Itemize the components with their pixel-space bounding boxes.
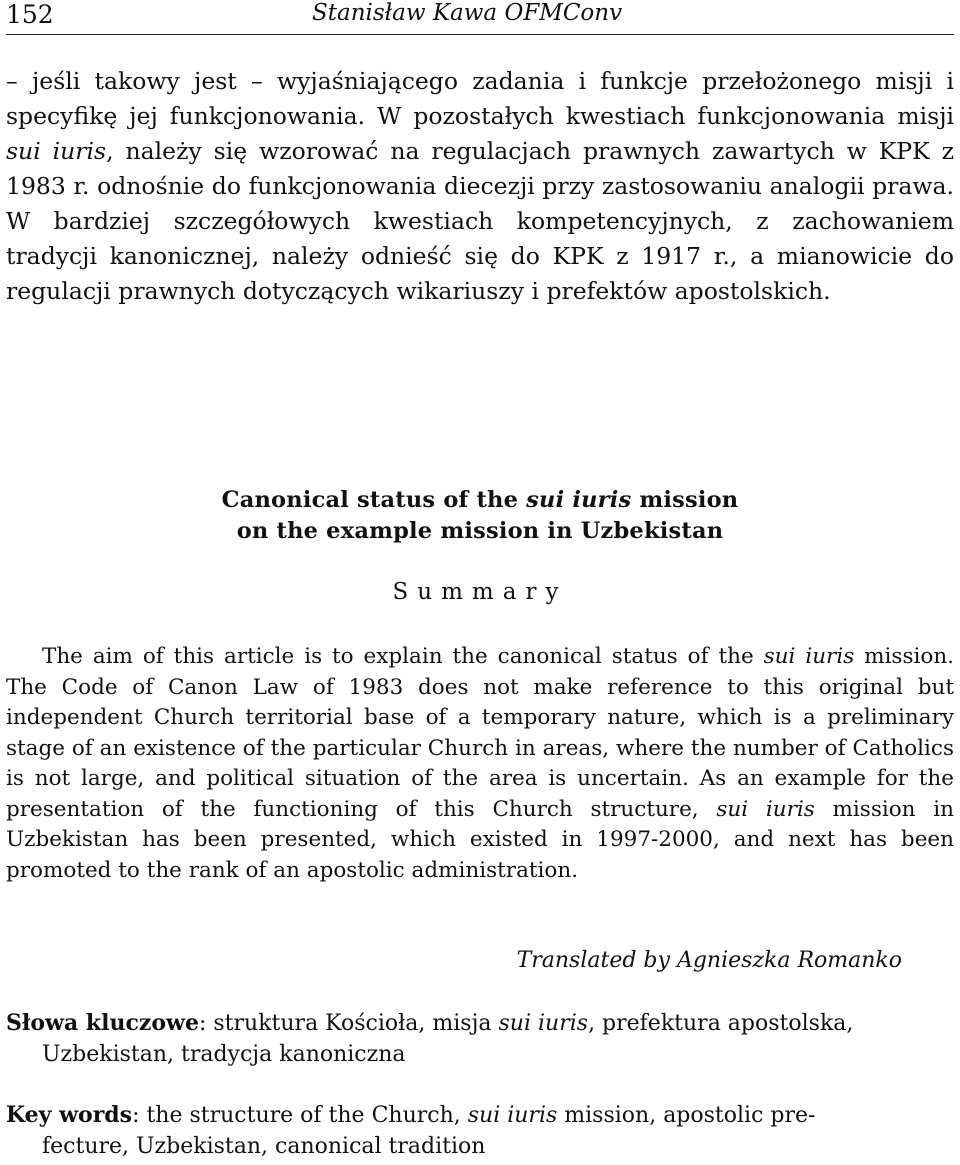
page-number: 152 xyxy=(6,0,54,29)
body-text-1: – jeśli takowy jest – wyjaśniającego zadania i funkcje przełożonego misji i specyfikę jej funkcjonowania. W pozostałych kwestiach funkcjonowania misji xyxy=(6,67,954,130)
translator-credit: Translated by Agnieszka Romanko xyxy=(516,948,902,973)
keywords-polish-text-b: , prefektura apostolska, xyxy=(588,1011,854,1036)
summary-text-a: The aim of this article is to explain the canonical status of the xyxy=(42,644,764,669)
keywords-polish-italic: sui iuris xyxy=(498,1011,589,1036)
keywords-english-label: Key words xyxy=(6,1102,133,1128)
keywords-polish xyxy=(6,1008,954,1070)
summary-italic-1: sui iuris xyxy=(763,644,855,669)
keywords-english-italic: sui iuris xyxy=(467,1103,558,1128)
keywords-english xyxy=(6,1100,954,1162)
summary-title-line-2: on the example mission in Uzbekistan xyxy=(236,518,724,544)
keywords-polish-text-a: : struktura Kościoła, misja xyxy=(198,1011,499,1036)
body-paragraph xyxy=(6,64,954,309)
running-title: Stanisław Kawa OFMConv xyxy=(312,0,623,26)
keywords-english-text-b: mission, apostolic pre- xyxy=(557,1103,816,1128)
keywords-english-text-a: : the structure of the Church, xyxy=(132,1103,468,1128)
summary-title-text-b: mission xyxy=(631,487,739,513)
keywords-polish-label: Słowa kluczowe xyxy=(6,1010,199,1036)
summary-heading: Summary xyxy=(392,579,568,605)
body-italic-term: sui iuris xyxy=(6,137,107,165)
header-rule xyxy=(6,34,954,35)
summary-italic-2: sui iuris xyxy=(716,796,815,822)
keywords-english-line-2: fecture, Uzbekistan, canonical tradition xyxy=(42,1134,486,1159)
summary-text-c: mission in Uzbekistan has been presented, which existed in 1997-2000, and next has been promoted to the rank of an apostolic administration. xyxy=(6,796,954,883)
body-text-2: , należy się wzorować na regulacjach prawnych zawartych w KPK z 1983 r. odnośnie do funkcjonowania diecezji przy zastosowaniu analogii prawa. W bardziej szczegółowych kwestiach kompetencyjnych, z zachowaniem tradycji kanonicznej, należy odnieść się do KPK z 1917 r., a mianowicie do regulacji prawnych dotyczących wikariuszy i prefektów apostolskich. xyxy=(6,137,954,305)
summary-paragraph xyxy=(6,642,954,886)
summary-title-italic: sui iuris xyxy=(526,487,632,513)
summary-title-text-a: Canonical status of the xyxy=(221,487,527,513)
summary-title-line-1 xyxy=(0,487,960,513)
summary-text-b: mission. The Code of Canon Law of 1983 does not make reference to this original but independent Church territorial base of a temporary nature, which is a preliminary stage of an existence of the particular Church in areas, where the number of Catholics is not large, and political situation of the area is uncertain. As an example for the presentation of the functioning of this Church structure, xyxy=(6,644,954,822)
keywords-polish-line-2: Uzbekistan, tradycja kanoniczna xyxy=(42,1042,406,1067)
running-head xyxy=(6,0,954,34)
